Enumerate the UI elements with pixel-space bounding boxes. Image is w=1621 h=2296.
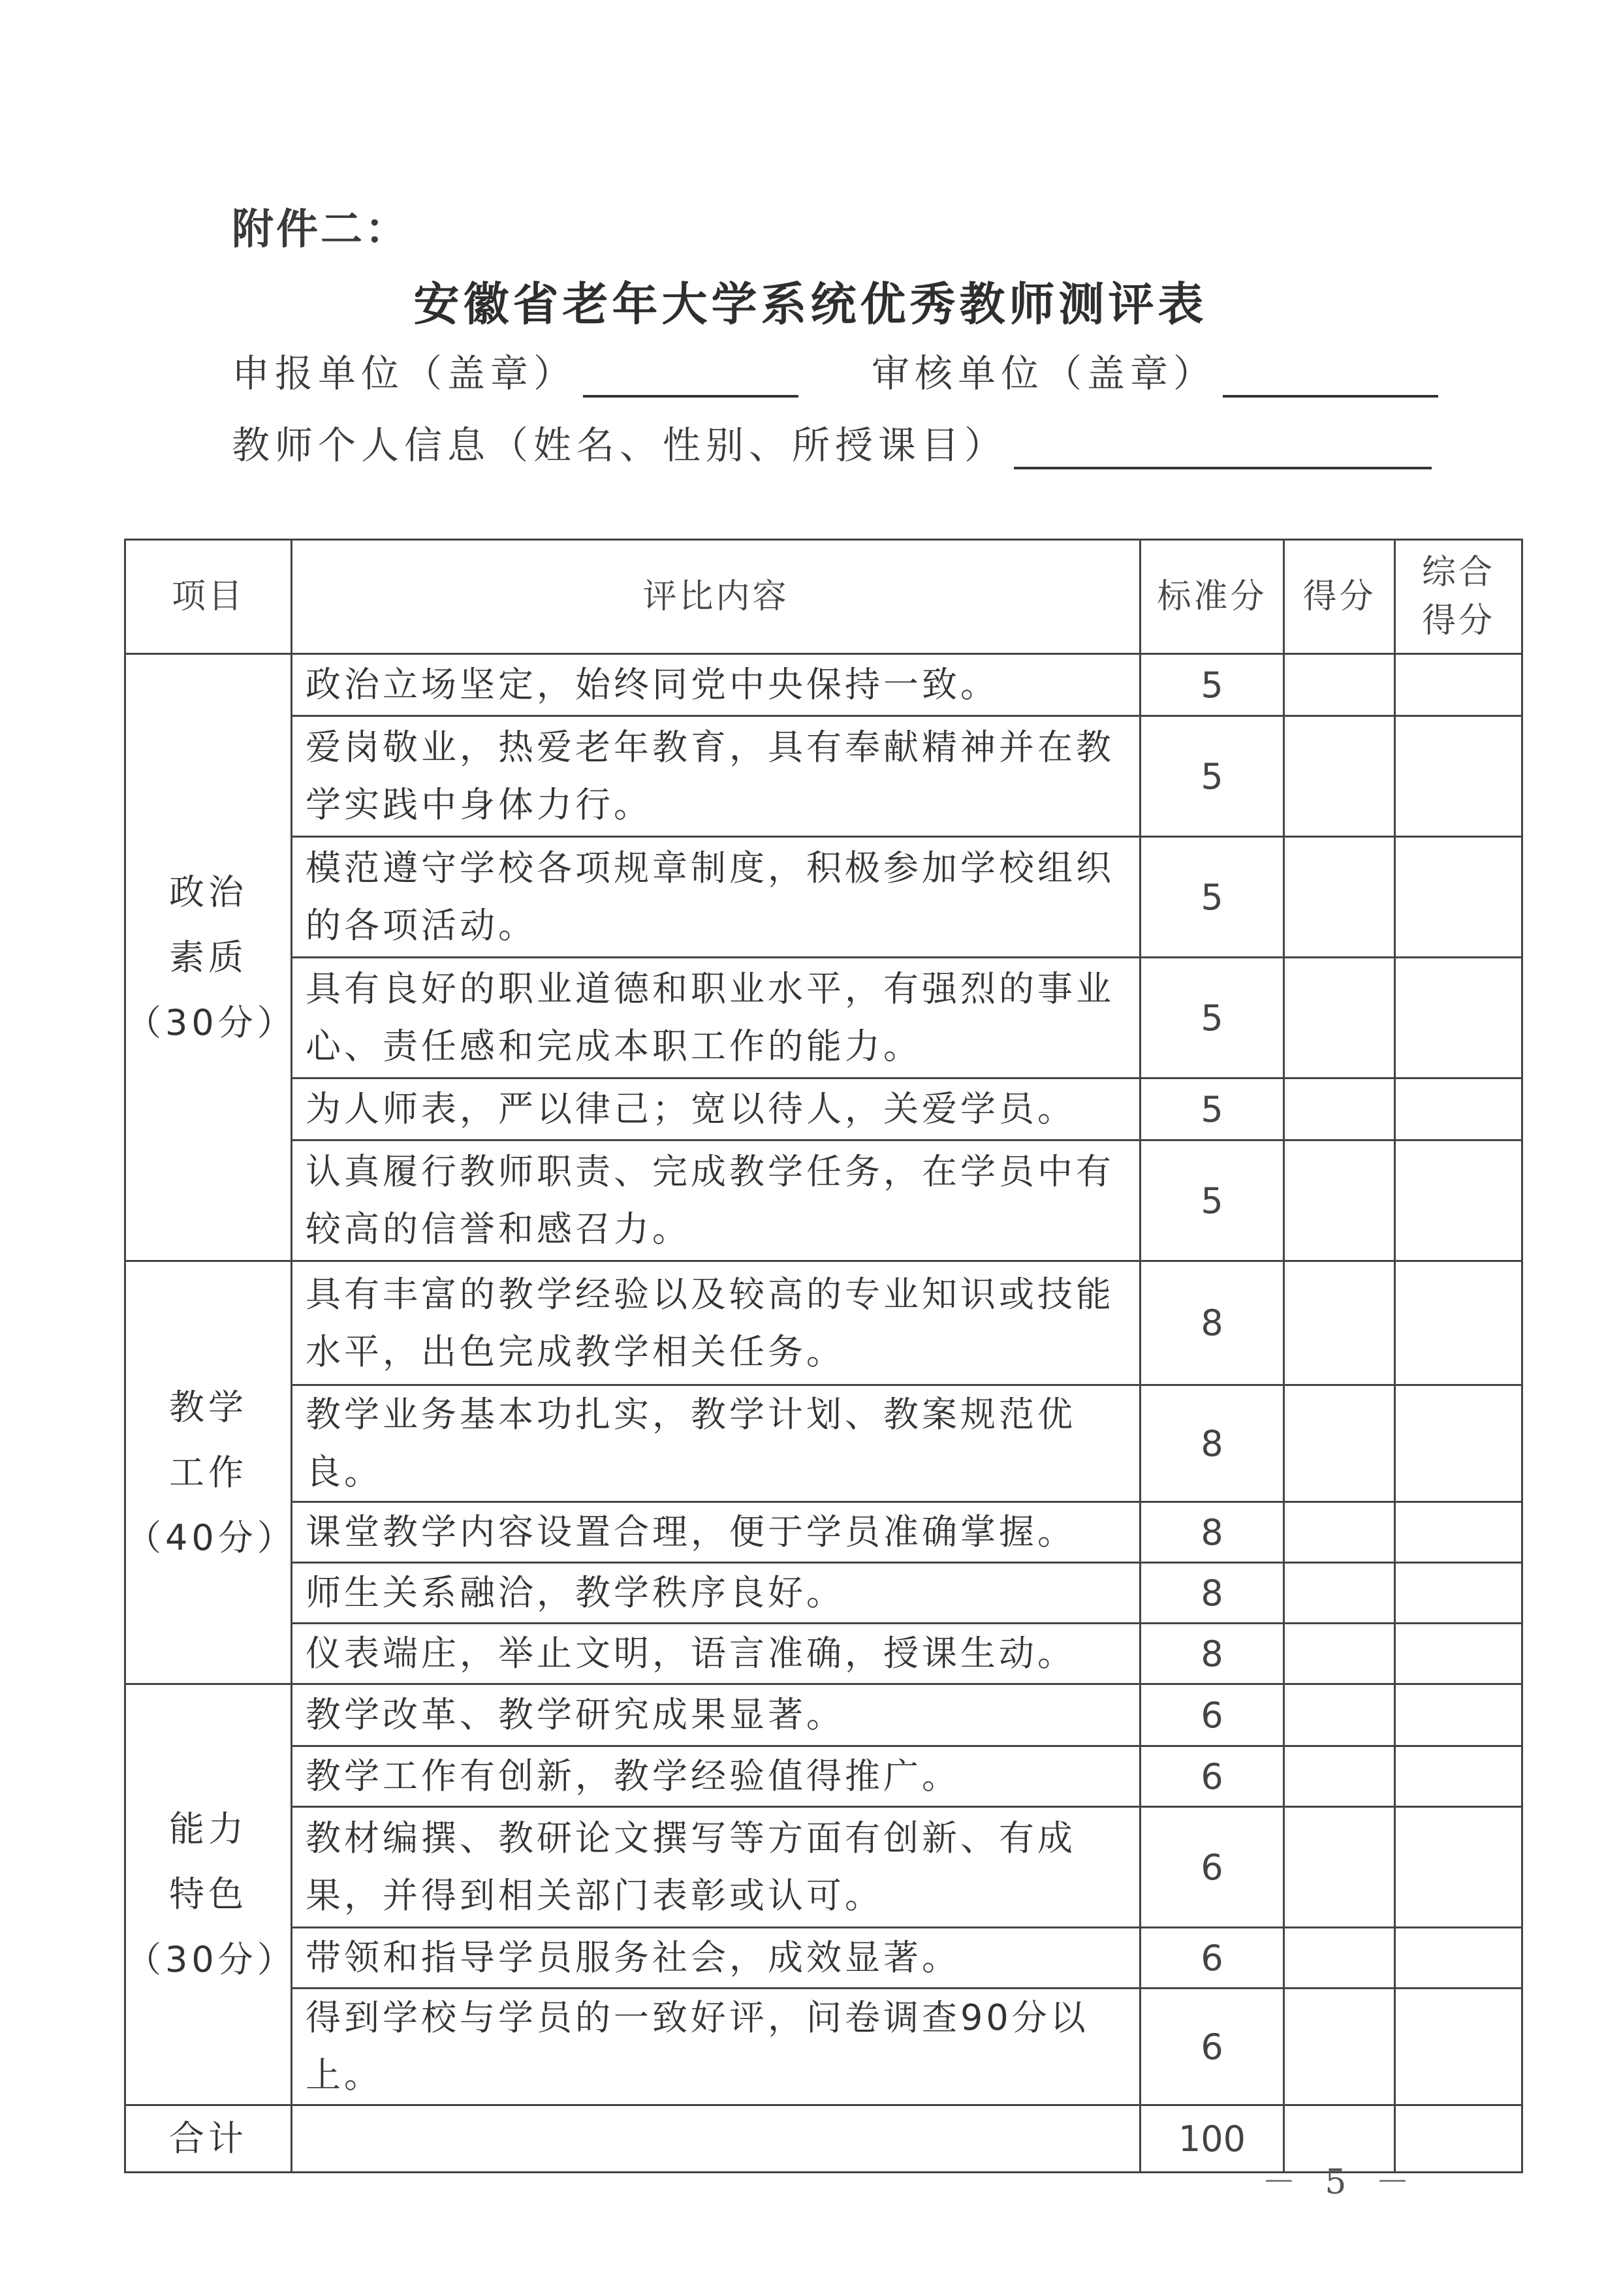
content-cell: 仪表端庄，举止文明，语言准确，授课生动。: [292, 1624, 1141, 1684]
table-row: [125, 716, 1522, 837]
score-input-cell[interactable]: [1284, 1928, 1395, 1989]
standard-score-cell: 5: [1141, 958, 1284, 1078]
score-input-cell[interactable]: [1284, 958, 1395, 1078]
standard-score-cell: 5: [1141, 1078, 1284, 1140]
category-line: （30分）: [126, 1939, 296, 1980]
total-input-cell[interactable]: [1395, 1502, 1522, 1563]
standard-score-cell: 5: [1141, 654, 1284, 716]
total-input-cell[interactable]: [1395, 716, 1522, 837]
total-input-cell[interactable]: [1395, 1624, 1522, 1684]
teacher-info-row: [232, 415, 1432, 469]
score-input-cell[interactable]: [1284, 1261, 1395, 1385]
score-input-cell[interactable]: [1284, 716, 1395, 837]
total-input-cell[interactable]: [1395, 1989, 1522, 2105]
category-line: （30分）: [126, 1001, 296, 1043]
header-total: [1395, 540, 1522, 654]
total-input-cell[interactable]: [1395, 654, 1522, 716]
form-title: 安徽省老年大学系统优秀教师测评表: [413, 277, 1208, 331]
table-row: [125, 837, 1522, 958]
header-total-line2: 得分: [1421, 601, 1495, 640]
total-input-cell[interactable]: [1395, 1140, 1522, 1261]
content-cell: 爱岗敬业，热爱老年教育，具有奉献精神并在教学实践中身体力行。: [292, 716, 1141, 837]
standard-score-cell: 8: [1141, 1502, 1284, 1563]
standard-score-cell: 5: [1141, 716, 1284, 837]
header-score: 得分: [1284, 540, 1395, 654]
table-row: [125, 1928, 1522, 1989]
apply-unit-label: 申报单位（盖章）: [232, 351, 577, 396]
total-input-cell[interactable]: [1395, 958, 1522, 1078]
category-line: 能力: [169, 1808, 247, 1849]
standard-score-cell: 6: [1141, 1684, 1284, 1746]
standard-score-cell: 6: [1141, 1746, 1284, 1807]
header-standard: 标准分: [1141, 540, 1284, 654]
total-input-cell[interactable]: [1395, 1078, 1522, 1140]
content-cell: 具有丰富的教学经验以及较高的专业知识或技能水平，出色完成教学相关任务。: [292, 1261, 1141, 1385]
table-row: [125, 654, 1522, 716]
table-row: [125, 1807, 1522, 1928]
table-row: [125, 1140, 1522, 1261]
apply-unit-blank[interactable]: [583, 356, 798, 398]
content-cell: 教学工作有创新，教学经验值得推广。: [292, 1746, 1141, 1807]
standard-score-cell: 5: [1141, 1140, 1284, 1261]
evaluation-table: [124, 539, 1523, 2173]
score-input-cell[interactable]: [1284, 1502, 1395, 1563]
content-cell: 政治立场坚定，始终同党中央保持一致。: [292, 654, 1141, 716]
content-cell: 教学业务基本功扎实，教学计划、教案规范优良。: [292, 1385, 1141, 1502]
table-row: [125, 1563, 1522, 1624]
attachment-label: 附件二：: [232, 206, 409, 254]
content-cell: 课堂教学内容设置合理，便于学员准确掌握。: [292, 1502, 1141, 1563]
content-cell: 师生关系融洽，教学秩序良好。: [292, 1563, 1141, 1624]
standard-score-cell: 6: [1141, 1928, 1284, 1989]
category-line: 特色: [169, 1874, 247, 1915]
content-cell: 为人师表，严以律己；宽以待人，关爱学员。: [292, 1078, 1141, 1140]
header-item: 项目: [125, 540, 292, 654]
standard-score-cell: 5: [1141, 837, 1284, 958]
total-label: 合计: [125, 2105, 292, 2173]
table-row: [125, 1684, 1522, 1746]
total-input-cell[interactable]: [1395, 1385, 1522, 1502]
total-input-cell[interactable]: [1395, 1684, 1522, 1746]
teacher-info-label: 教师个人信息（姓名、性别、所授课目）: [232, 423, 1008, 467]
table-row: [125, 958, 1522, 1078]
category-line: 工作: [169, 1451, 247, 1493]
table-row: [125, 1624, 1522, 1684]
standard-score-cell: 8: [1141, 1261, 1284, 1385]
score-input-cell[interactable]: [1284, 1385, 1395, 1502]
total-input-cell[interactable]: [1395, 1746, 1522, 1807]
table-row: [125, 1746, 1522, 1807]
table-row: [125, 1502, 1522, 1563]
standard-score-cell: 6: [1141, 1807, 1284, 1928]
category-cell: [125, 1684, 296, 2105]
total-input-cell[interactable]: [1395, 1261, 1522, 1385]
content-cell: 认真履行教师职责、完成教学任务，在学员中有较高的信誉和感召力。: [292, 1140, 1141, 1261]
content-cell: 得到学校与学员的一致好评，问卷调查90分以上。: [292, 1989, 1141, 2105]
score-input-cell[interactable]: [1284, 1624, 1395, 1684]
category-cell: [125, 654, 296, 1261]
category-line: 素质: [169, 936, 247, 978]
review-unit-row: [872, 343, 1438, 398]
score-input-cell[interactable]: [1284, 1684, 1395, 1746]
standard-score-cell: 6: [1141, 1989, 1284, 2105]
header-content: 评比内容: [292, 540, 1141, 654]
score-input-cell[interactable]: [1284, 837, 1395, 958]
category-cell: [125, 1261, 296, 1684]
review-unit-blank[interactable]: [1223, 356, 1438, 398]
total-input-cell[interactable]: [1395, 1563, 1522, 1624]
standard-score-cell: 8: [1141, 1563, 1284, 1624]
content-cell: 模范遵守学校各项规章制度，积极参加学校组织的各项活动。: [292, 837, 1141, 958]
category-line: 教学: [169, 1386, 247, 1428]
total-standard-score: 100: [1141, 2105, 1284, 2173]
table-row: [125, 1078, 1522, 1140]
content-cell: 具有良好的职业道德和职业水平，有强烈的事业心、责任感和完成本职工作的能力。: [292, 958, 1141, 1078]
table-row: [125, 1261, 1522, 1385]
header-total-line1: 综合: [1421, 553, 1495, 592]
standard-score-cell: 8: [1141, 1624, 1284, 1684]
total-input-cell[interactable]: [1395, 837, 1522, 958]
content-cell: 带领和指导学员服务社会，成效显著。: [292, 1928, 1141, 1989]
total-input-cell[interactable]: [1395, 1928, 1522, 1989]
score-input-cell[interactable]: [1284, 1563, 1395, 1624]
category-line: 政治: [169, 871, 247, 913]
total-input-cell[interactable]: [1395, 1807, 1522, 1928]
content-cell: 教材编撰、教研论文撰写等方面有创新、有成果，并得到相关部门表彰或认可。: [292, 1807, 1141, 1928]
content-cell: 教学改革、教学研究成果显著。: [292, 1684, 1141, 1746]
apply-unit-row: [232, 343, 798, 398]
category-line: （40分）: [126, 1517, 296, 1558]
score-input-cell[interactable]: [1284, 1807, 1395, 1928]
total-content-cell: [292, 2105, 1141, 2173]
review-unit-label: 审核单位（盖章）: [872, 351, 1217, 396]
score-input-cell[interactable]: [1284, 1140, 1395, 1261]
score-input-cell[interactable]: [1284, 1989, 1395, 2105]
page-number: － 5 －: [1261, 2163, 1419, 2202]
score-input-cell[interactable]: [1284, 1746, 1395, 1807]
header-row: [125, 540, 1522, 654]
table-row: [125, 1989, 1522, 2105]
score-input-cell[interactable]: [1284, 1078, 1395, 1140]
score-input-cell[interactable]: [1284, 654, 1395, 716]
teacher-info-blank[interactable]: [1014, 428, 1432, 469]
table-row: [125, 1385, 1522, 1502]
standard-score-cell: 8: [1141, 1385, 1284, 1502]
